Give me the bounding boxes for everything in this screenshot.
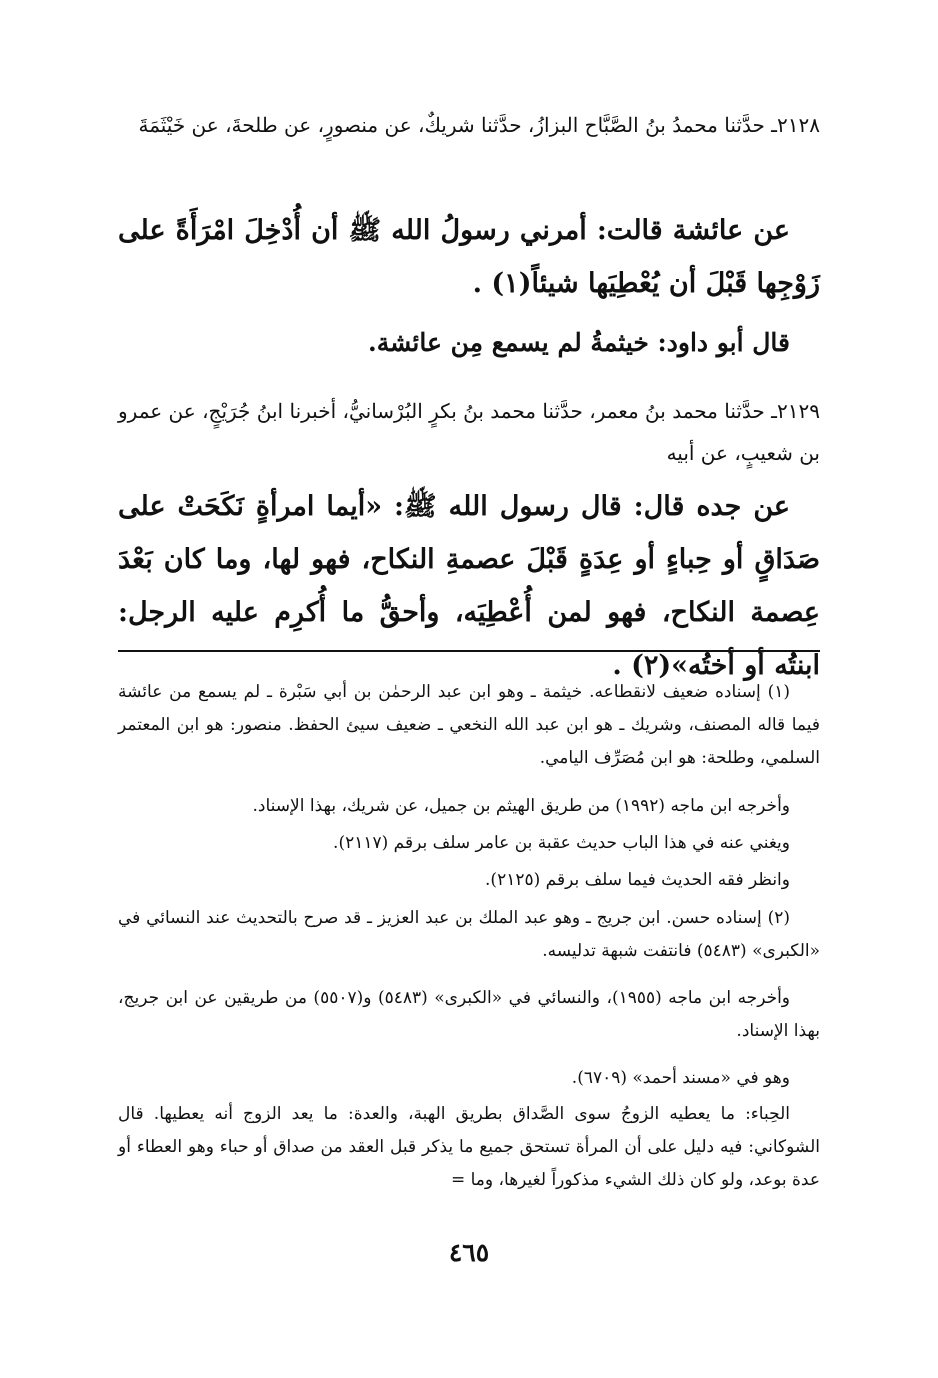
footnote-2-takhrij: وأخرجه ابن ماجه (١٩٥٥)، والنسائي في «الكبرى» (٥٤٨٣) و(٥٥٠٧) من طريقين عن ابن جريج، بهذا الإسناد. bbox=[118, 988, 820, 1041]
hadith-2128-matn: عن عائشة قالت: أمرني رسولُ الله ﷺ أن أُدْخِلَ امْرَأَةً على زَوْجِها قَبْلَ أن يُعْطِيَها شيئاً(١) . bbox=[118, 215, 820, 299]
footnote-2: (٢) إسناده حسن. ابن جريج ـ وهو عبد الملك بن عبد العزيز ـ قد صرح بالتحديث عند النسائي في «الكبرى» (٥٤٨٣) فانتفت شبهة تدليسه. bbox=[118, 908, 820, 961]
hadith-2129-matn: عن جده قال: قال رسول الله ﷺ: «أيما امرأةٍ نَكَحَتْ على صَدَاقٍ أو حِباءٍ أو عِدَةٍ قَبْلَ عصمةِ النكاح، فهو لها، وما كان بَعْدَ عِصمة النكاح، فهو لمن أُعْطِيَه، وأحقُّ ما أُكرِم عليه الرجل: ابنتُه أو أختُه»(٢) . bbox=[118, 491, 820, 681]
footnote-1-fiqh: وانظر فقه الحديث فيما سلف برقم (٢١٢٥). bbox=[485, 870, 790, 890]
hadith-2128-isnad: ٢١٢٨ـ حدَّثنا محمدُ بنُ الصَّبَّاح البزازُ، حدَّثنا شريكٌ، عن منصورٍ، عن طلحةَ، عن خَيْثَمَةَ bbox=[138, 113, 820, 137]
hadith-2129-isnad: ٢١٢٩ـ حدَّثنا محمد بنُ معمر، حدَّثنا محمد بنُ بكرٍ البُرْسانيُّ، أخبرنا ابنُ جُرَيْجٍ، عن عمرو بن شعيبٍ، عن أبيه bbox=[118, 399, 820, 465]
page-number: ٤٦٥ bbox=[448, 1238, 490, 1267]
footnote-1-ibn-majah: وأخرجه ابن ماجه (١٩٩٢) من طريق الهيثم بن جميل، عن شريك، بهذا الإسناد. bbox=[252, 796, 790, 816]
footnote-2-musnad: وهو في «مسند أحمد» (٦٧٠٩). bbox=[571, 1068, 790, 1088]
footnote-1: (١) إسناده ضعيف لانقطاعه. خيثمة ـ وهو ابن عبد الرحمٰن بن أبي سَبْرة ـ لم يسمع من عائشة فيما قاله المصنف، وشريك ـ هو ابن عبد الله النخعي ـ ضعيف سيئ الحفظ. منصور: هو ابن المعتمر السلمي، وطلحة: هو ابن مُصَرِّف اليامي. bbox=[118, 682, 820, 768]
footnote-1-uqba: ويغني عنه في هذا الباب حديث عقبة بن عامر سلف برقم (٢١١٧). bbox=[333, 833, 790, 853]
footnote-2-hiba-definition: الحِباء: ما يعطيه الزوجُ سوى الصَّداق بطريق الهبة، والعدة: ما يعد الزوج أنه يعطيها. قال الشوكاني: فيه دليل على أن المرأة تستحق جميع ما يذكر قبل العقد من صداق أو حباء وهو العطاء أو عدة بوعد، ولو كان ذلك الشيء مذكوراً لغيرها، وما = bbox=[118, 1104, 820, 1190]
footnote-divider bbox=[118, 650, 820, 652]
abu-dawud-note: قال أبو داود: خيثمةُ لم يسمع مِن عائشة. bbox=[368, 328, 790, 357]
